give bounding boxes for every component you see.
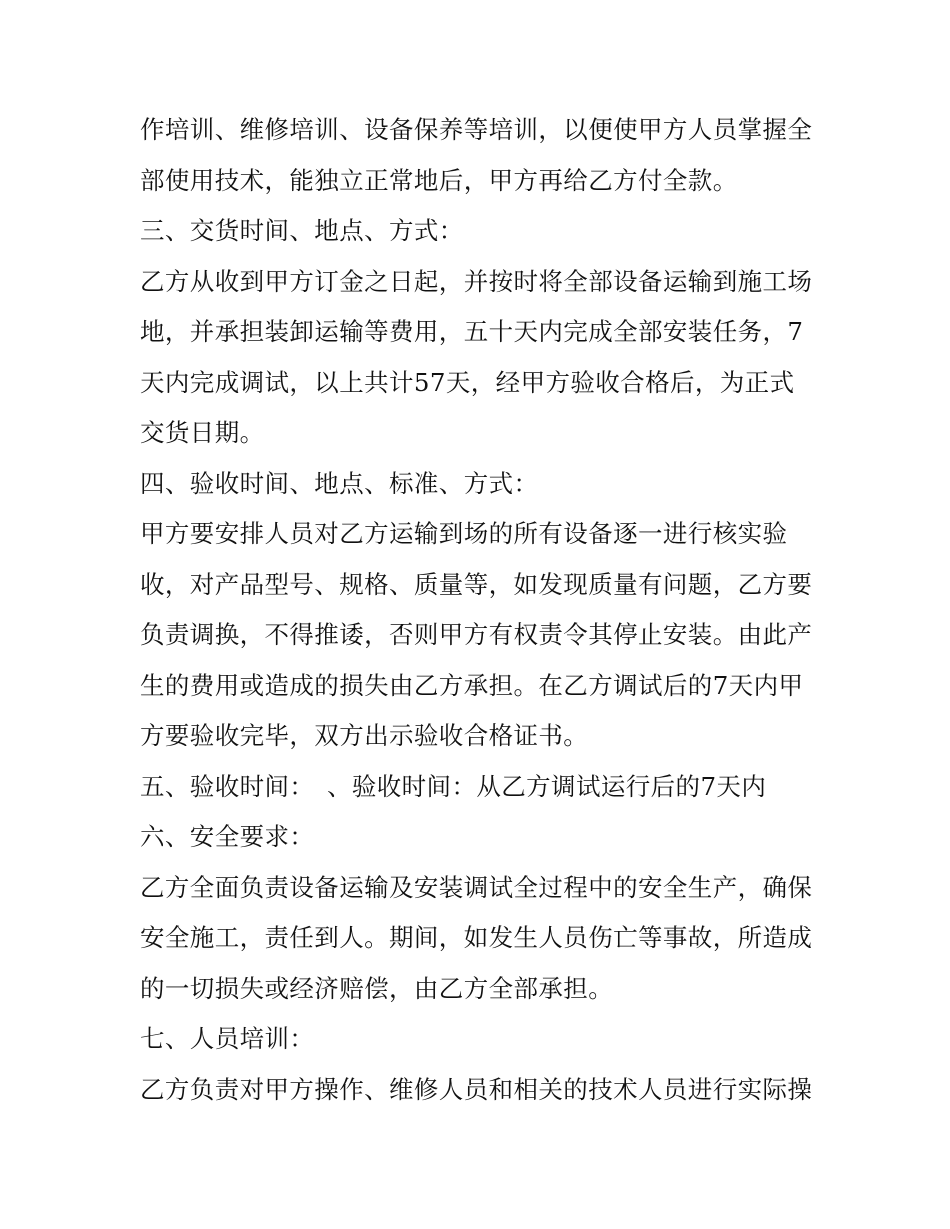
text-line: 地，并承担装卸运输等费用，五十天内完成全部安装任务，7 [140, 317, 804, 346]
text-line: 乙方全面负责设备运输及安装调试全过程中的安全生产，确保 [140, 873, 813, 902]
text-line: 甲方要安排人员对乙方运输到场的所有设备逐一进行核实验 [140, 519, 788, 548]
text-line: 安全施工，责任到人。期间，如发生人员伤亡等事故，所造成 [140, 923, 813, 952]
text-line: 的一切损失或经济赔偿，由乙方全部承担。 [140, 974, 614, 1003]
text-line: 天内完成调试，以上共计57天，经甲方验收合格后，为正式 [140, 368, 795, 397]
text-line: 部使用技术，能独立正常地后，甲方再给乙方付全款。 [140, 166, 738, 195]
text-line: 作培训、维修培训、设备保养等培训，以便使甲方人员掌握全 [140, 115, 813, 144]
section-heading: 五、验收时间： 、验收时间：从乙方调试运行后的7天内 [140, 772, 767, 801]
text-line: 收，对产品型号、规格、质量等，如发现质量有问题，乙方要 [140, 570, 813, 599]
text-line: 交货日期。 [140, 418, 265, 447]
section-heading: 六、安全要求： [140, 822, 315, 851]
section-heading: 四、验收时间、地点、标准、方式： [140, 469, 539, 498]
section-heading: 七、人员培训： [140, 1024, 315, 1053]
text-line: 负责调换，不得推诿，否则甲方有权责令其停止安装。由此产 [140, 620, 813, 649]
text-line: 生的费用或造成的损失由乙方承担。在乙方调试后的7天内甲 [140, 671, 804, 700]
text-line: 乙方从收到甲方订金之日起，并按时将全部设备运输到施工场 [140, 267, 813, 296]
section-heading: 三、交货时间、地点、方式： [140, 216, 464, 245]
text-line: 方要验收完毕，双方出示验收合格证书。 [140, 721, 589, 750]
text-line: 乙方负责对甲方操作、维修人员和相关的技术人员进行实际操 [140, 1075, 813, 1104]
